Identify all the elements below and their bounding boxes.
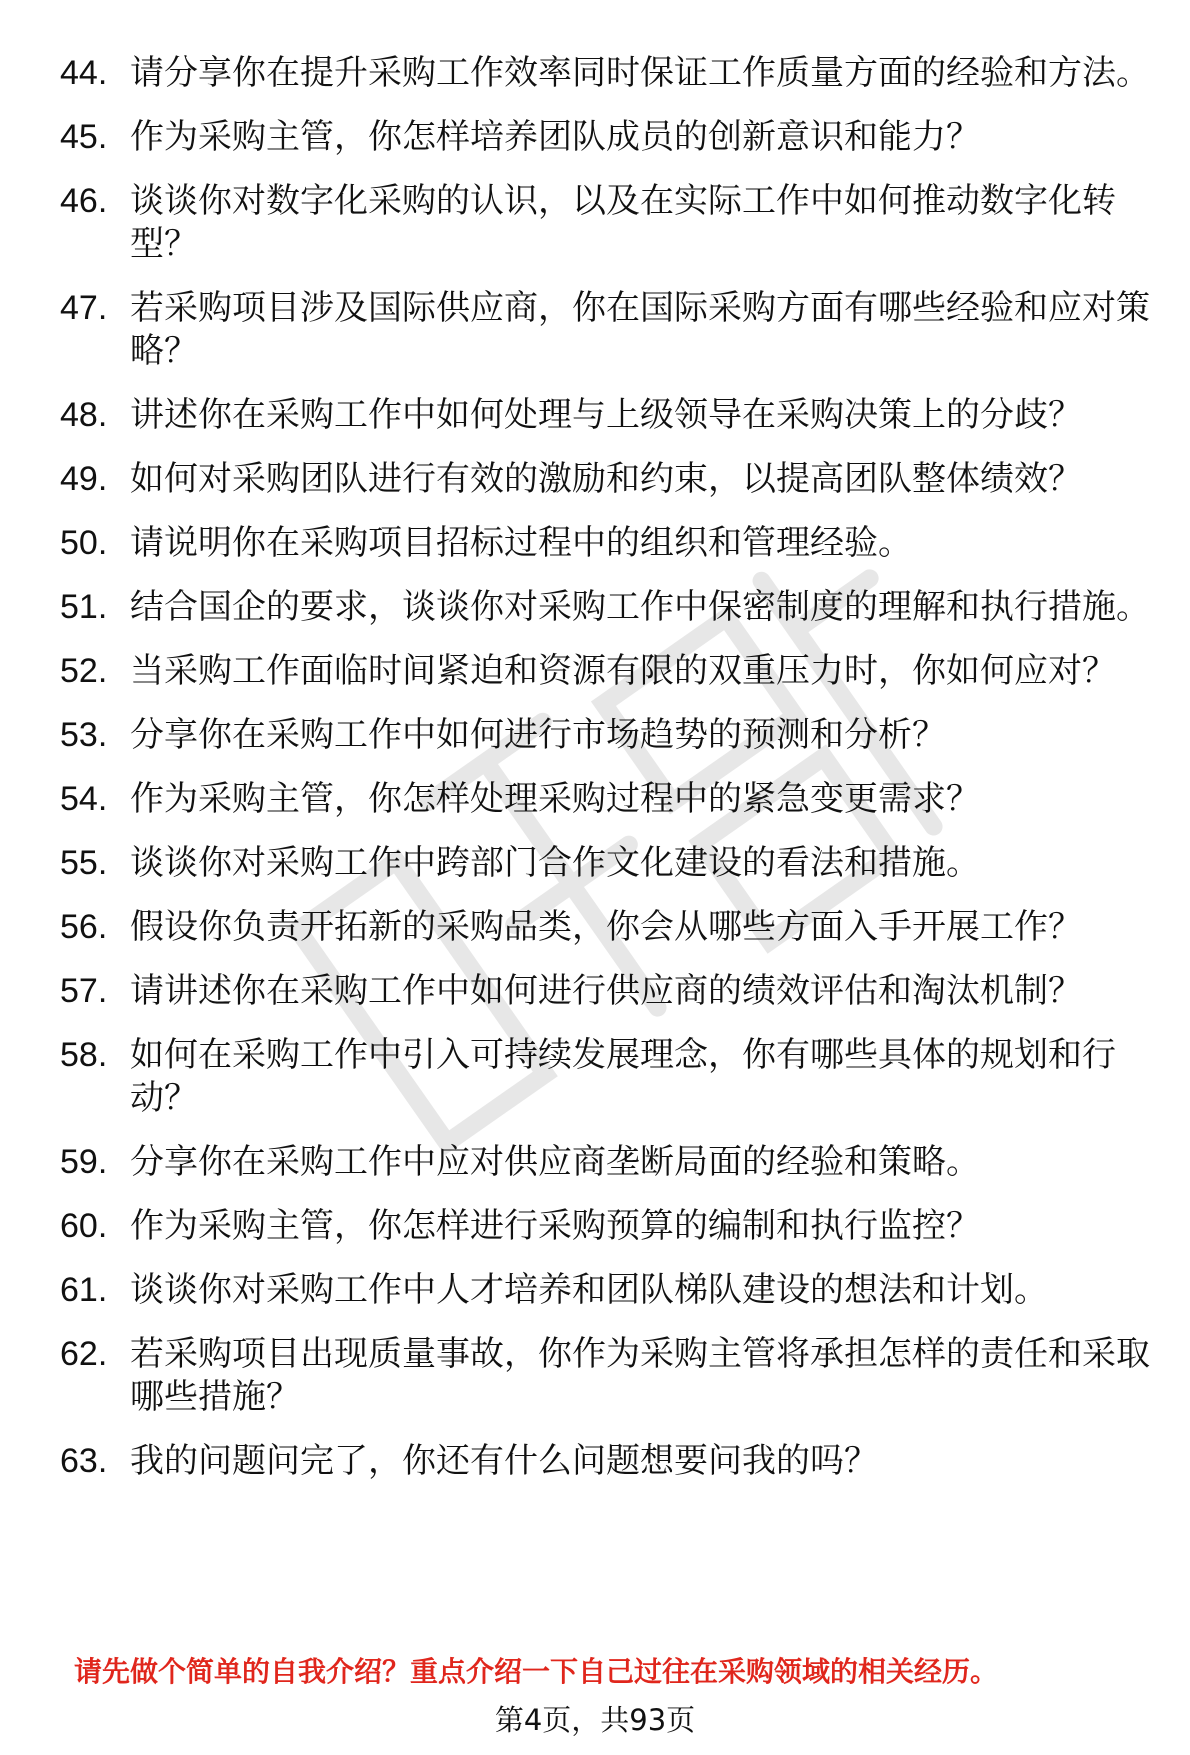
question-item (60, 1034, 1150, 1120)
question-text: 如何对采购团队进行有效的激励和约束，以提高团队整体绩效？ (130, 459, 1082, 499)
question-text: 分享你在采购工作中如何进行市场趋势的预测和分析？ (130, 715, 946, 755)
question-number: 57. (60, 972, 108, 1010)
question-item (60, 714, 1150, 757)
question-number: 52. (60, 652, 108, 690)
question-number: 51. (60, 588, 108, 626)
question-item (60, 116, 1150, 159)
question-text: 讲述你在采购工作中如何处理与上级领导在采购决策上的分歧？ (130, 395, 1082, 435)
question-text: 分享你在采购工作中应对供应商垄断局面的经验和策略。 (130, 1142, 980, 1182)
question-text: 作为采购主管，你怎样处理采购过程中的紧急变更需求？ (130, 779, 980, 819)
question-item (60, 458, 1150, 501)
question-item (60, 180, 1150, 266)
question-item (60, 778, 1150, 821)
question-item (60, 842, 1150, 885)
question-text: 结合国企的要求，谈谈你对采购工作中保密制度的理解和执行措施。 (130, 587, 1150, 627)
question-text: 谈谈你对数字化采购的认识，以及在实际工作中如何推动数字化转型？ (130, 181, 1116, 264)
question-number: 44. (60, 54, 108, 92)
question-item (60, 906, 1150, 949)
question-number: 48. (60, 396, 108, 434)
question-item (60, 1440, 1150, 1483)
question-number: 54. (60, 780, 108, 818)
footer-highlight-note: 请先做个简单的自我介绍？重点介绍一下自己过往在采购领域的相关经历。 (74, 1655, 999, 1688)
question-item (60, 394, 1150, 437)
question-item (60, 1269, 1150, 1312)
question-item (60, 287, 1150, 373)
question-number: 60. (60, 1207, 108, 1245)
question-text: 假设你负责开拓新的采购品类，你会从哪些方面入手开展工作？ (130, 907, 1082, 947)
question-text: 谈谈你对采购工作中人才培养和团队梯队建设的想法和计划。 (130, 1270, 1048, 1310)
question-list (60, 52, 1150, 1504)
question-number: 63. (60, 1442, 108, 1480)
question-text: 请说明你在采购项目招标过程中的组织和管理经验。 (130, 523, 912, 563)
question-text: 请分享你在提升采购工作效率同时保证工作质量方面的经验和方法。 (130, 53, 1150, 93)
question-number: 59. (60, 1143, 108, 1181)
question-number: 61. (60, 1271, 108, 1309)
question-item (60, 52, 1150, 95)
question-text: 我的问题问完了，你还有什么问题想要问我的吗？ (130, 1441, 878, 1481)
question-item (60, 522, 1150, 565)
question-text: 如何在采购工作中引入可持续发展理念，你有哪些具体的规划和行动？ (130, 1035, 1116, 1118)
page-number: 第4页，共93页 (494, 1703, 696, 1737)
question-number: 47. (60, 289, 108, 327)
question-number: 62. (60, 1335, 108, 1373)
question-item (60, 586, 1150, 629)
question-number: 45. (60, 118, 108, 156)
question-number: 56. (60, 908, 108, 946)
question-item (60, 970, 1150, 1013)
question-number: 53. (60, 716, 108, 754)
question-text: 若采购项目涉及国际供应商，你在国际采购方面有哪些经验和应对策略？ (130, 288, 1150, 371)
question-text: 作为采购主管，你怎样培养团队成员的创新意识和能力？ (130, 117, 980, 157)
question-number: 49. (60, 460, 108, 498)
question-item (60, 1141, 1150, 1184)
question-item (60, 1333, 1150, 1419)
question-text: 当采购工作面临时间紧迫和资源有限的双重压力时，你如何应对？ (130, 651, 1116, 691)
question-number: 50. (60, 524, 108, 562)
question-number: 55. (60, 844, 108, 882)
question-text: 作为采购主管，你怎样进行采购预算的编制和执行监控？ (130, 1206, 980, 1246)
question-item (60, 650, 1150, 693)
question-text: 请讲述你在采购工作中如何进行供应商的绩效评估和淘汰机制？ (130, 971, 1082, 1011)
question-text: 若采购项目出现质量事故，你作为采购主管将承担怎样的责任和采取哪些措施？ (130, 1334, 1150, 1417)
question-item (60, 1205, 1150, 1248)
question-text: 谈谈你对采购工作中跨部门合作文化建设的看法和措施。 (130, 843, 980, 883)
question-number: 46. (60, 182, 108, 220)
question-number: 58. (60, 1036, 108, 1074)
